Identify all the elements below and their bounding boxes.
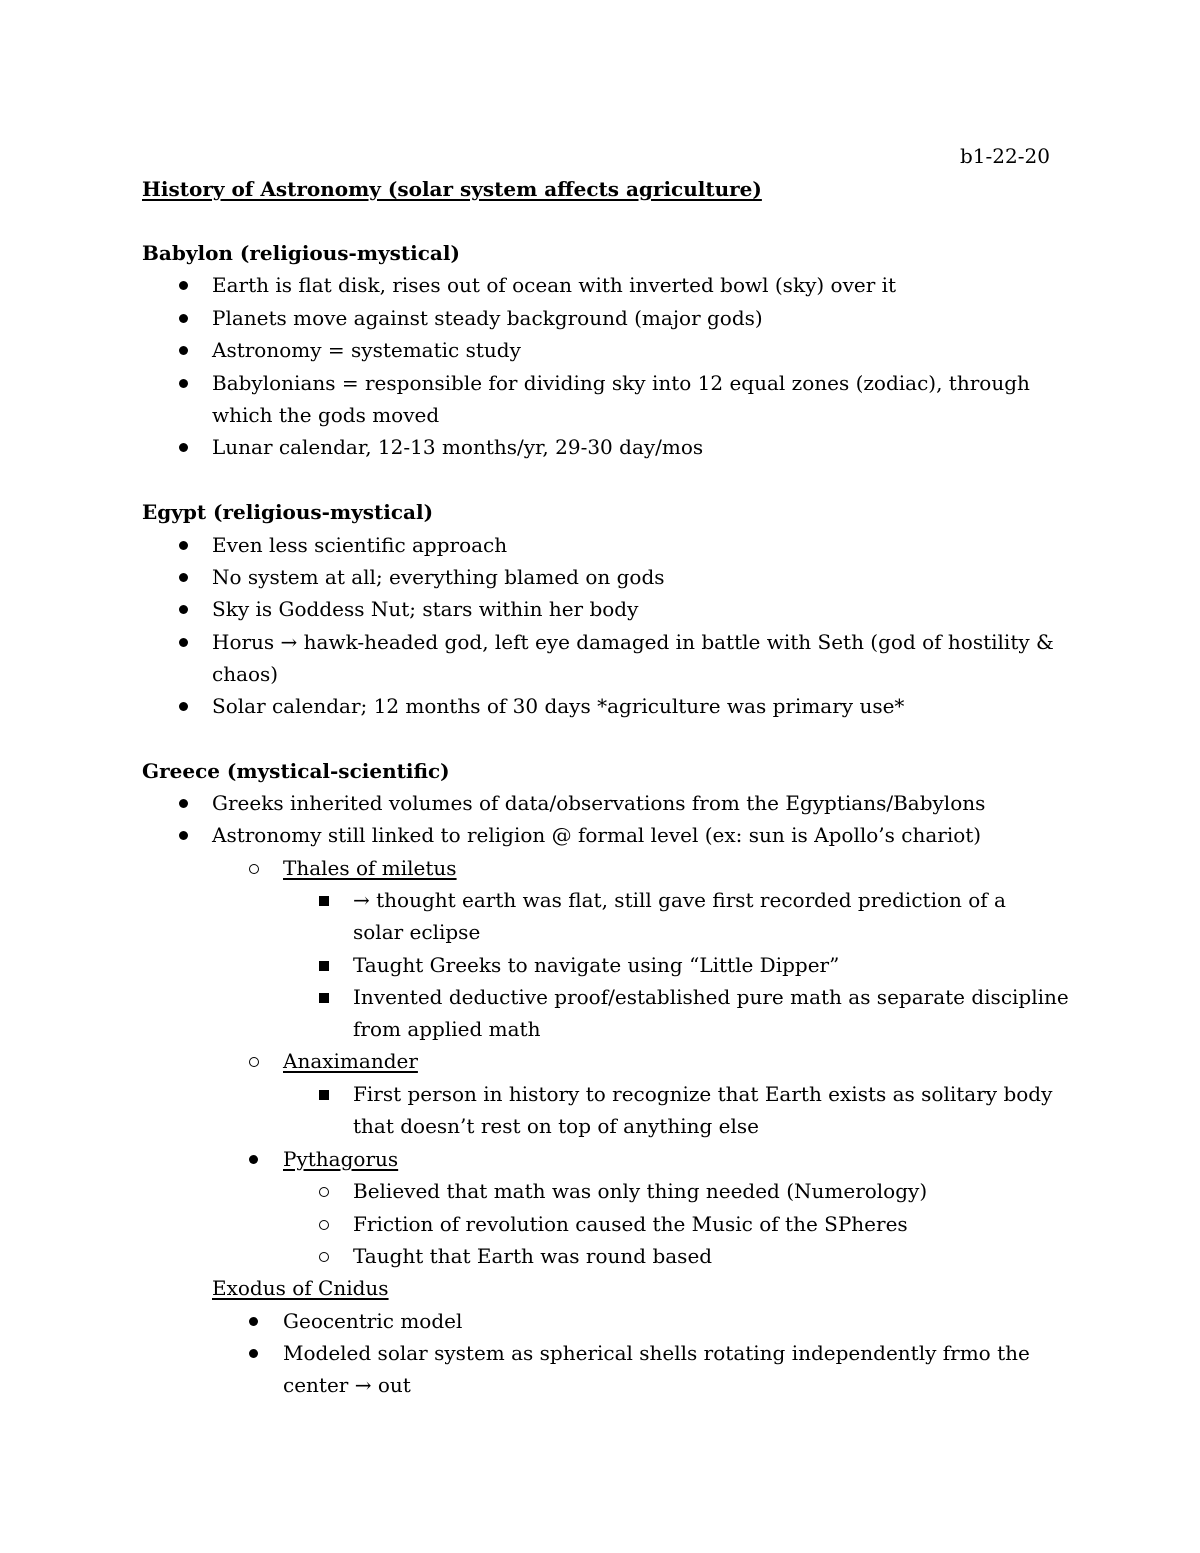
list-item-text: Geocentric model (283, 1309, 463, 1333)
bullet-square-icon (316, 949, 332, 981)
list-item-continuation (0, 658, 1200, 690)
list-item-text: Astronomy still linked to religion @ formal level (ex: sun is Apollo’s chariot) (212, 823, 982, 847)
list-item (0, 302, 1200, 334)
list-item (0, 819, 1200, 851)
list-item-text: Planets move against steady background (major gods) (212, 306, 763, 330)
bullet-circle-icon (246, 1045, 262, 1077)
list-item-continuation (0, 1369, 1200, 1401)
bullet-disc-icon (176, 431, 192, 463)
list-item (0, 1175, 1200, 1207)
greece-heading (0, 755, 1200, 787)
list-item-text: that doesn’t rest on top of anything else (353, 1114, 759, 1138)
list-item-text: Babylonians = responsible for dividing sky into 12 equal zones (zodiac), through (212, 371, 1030, 395)
page-title: History of Astronomy (solar system affects agriculture) (142, 177, 762, 201)
section-heading: Babylon (religious-mystical) (142, 241, 460, 265)
bullet-disc-icon (176, 690, 192, 722)
section-heading: Greece (mystical-scientific) (142, 759, 450, 783)
bullet-disc-icon (176, 269, 192, 301)
bullet-disc-icon (176, 819, 192, 851)
bullet-square-icon (316, 1078, 332, 1110)
subheading-line (0, 1272, 1200, 1304)
list-item-text: which the gods moved (212, 403, 440, 427)
bullet-circle-icon (246, 852, 262, 884)
bullet-circle-icon (316, 1175, 332, 1207)
list-item (0, 367, 1200, 399)
list-item (0, 852, 1200, 884)
bullet-disc-icon (176, 529, 192, 561)
list-item (0, 884, 1200, 916)
egypt-heading (0, 496, 1200, 528)
babylon-heading (0, 237, 1200, 269)
bullet-disc-icon (176, 593, 192, 625)
list-item-text: Earth is flat disk, rises out of ocean with inverted bowl (sky) over it (212, 273, 897, 297)
bullet-disc-icon (246, 1337, 262, 1369)
list-item-text: from applied math (353, 1017, 541, 1041)
list-item-text: Taught Greeks to navigate using “Little Dipper” (353, 953, 840, 977)
list-item-continuation (0, 1110, 1200, 1142)
list-item (0, 529, 1200, 561)
subheading-anaximander: Anaximander (283, 1049, 418, 1073)
list-item (0, 1045, 1200, 1077)
list-item-continuation (0, 399, 1200, 431)
list-item (0, 1143, 1200, 1175)
bullet-disc-icon (176, 561, 192, 593)
bullet-circle-icon (316, 1240, 332, 1272)
list-item (0, 1240, 1200, 1272)
bullet-disc-icon (176, 787, 192, 819)
bullet-disc-icon (176, 626, 192, 658)
list-item-text: Sky is Goddess Nut; stars within her body (212, 597, 639, 621)
list-item-text: → thought earth was flat, still gave first recorded prediction of a (353, 888, 1006, 912)
list-item (0, 1078, 1200, 1110)
list-item (0, 949, 1200, 981)
list-item (0, 1208, 1200, 1240)
bullet-disc-icon (176, 334, 192, 366)
list-item (0, 690, 1200, 722)
list-item-text: Even less scientific approach (212, 533, 508, 557)
bullet-disc-icon (176, 302, 192, 334)
list-item (0, 561, 1200, 593)
list-item-continuation (0, 916, 1200, 948)
list-item-text: Greeks inherited volumes of data/observations from the Egyptians/Babylons (212, 791, 986, 815)
date-text: b1-22-20 (960, 144, 1050, 168)
list-item-text: Believed that math was only thing needed (Numerology) (353, 1179, 928, 1203)
list-item-text: Friction of revolution caused the Music of the SPheres (353, 1212, 908, 1236)
list-item (0, 1337, 1200, 1369)
subheading-exodus: Exodus of Cnidus (212, 1276, 389, 1300)
bullet-square-icon (316, 981, 332, 1013)
list-item-text: center → out (283, 1373, 411, 1397)
list-item-text: solar eclipse (353, 920, 481, 944)
list-item (0, 269, 1200, 301)
title-line (0, 173, 1200, 205)
bullet-disc-icon (176, 367, 192, 399)
subheading-thales: Thales of miletus (283, 856, 457, 880)
list-item-text: Invented deductive proof/established pure math as separate discipline (353, 985, 1069, 1009)
date-line (0, 140, 1200, 172)
list-item (0, 787, 1200, 819)
bullet-square-icon (316, 884, 332, 916)
list-item (0, 1305, 1200, 1337)
bullet-disc-icon (246, 1305, 262, 1337)
bullet-disc-icon (246, 1143, 262, 1175)
list-item-text: Taught that Earth was round based (353, 1244, 713, 1268)
list-item-text: Astronomy = systematic study (212, 338, 521, 362)
list-item-continuation (0, 1013, 1200, 1045)
list-item-text: Lunar calendar, 12-13 months/yr, 29-30 day/mos (212, 435, 704, 459)
list-item (0, 981, 1200, 1013)
list-item (0, 593, 1200, 625)
list-item-text: First person in history to recognize that Earth exists as solitary body (353, 1082, 1053, 1106)
list-item-text: Solar calendar; 12 months of 30 days *agriculture was primary use* (212, 694, 905, 718)
list-item-text: chaos) (212, 662, 279, 686)
subheading-pythagorus: Pythagorus (283, 1147, 399, 1171)
list-item (0, 431, 1200, 463)
list-item-text: No system at all; everything blamed on gods (212, 565, 665, 589)
list-item-text: Horus → hawk-headed god, left eye damaged in battle with Seth (god of hostility & (212, 630, 1054, 654)
list-item (0, 334, 1200, 366)
section-heading: Egypt (religious-mystical) (142, 500, 434, 524)
bullet-circle-icon (316, 1208, 332, 1240)
list-item (0, 626, 1200, 658)
list-item-text: Modeled solar system as spherical shells rotating independently frmo the (283, 1341, 1030, 1365)
